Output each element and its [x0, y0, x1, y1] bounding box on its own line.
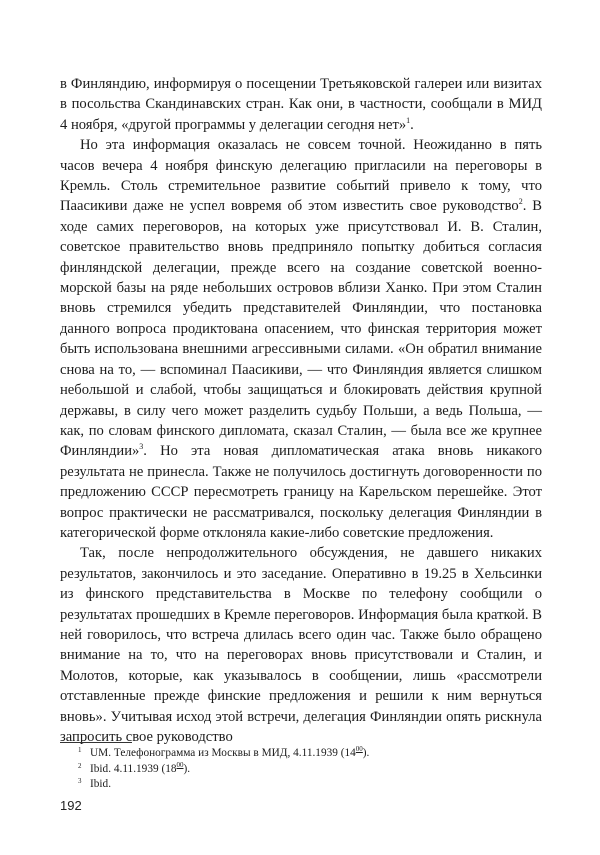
page-body — [60, 74, 542, 747]
paragraph-text-cont: . В ходе самих переговоров, на которых уже присутствовал И. В. Сталин, советское правительство вновь предприняло попытку добиться согласия финляндской делегации, прежде всего на создание советской военно-морской базы на ряде небольших островов вблизи Ханко. При этом Сталин вновь стремился убедить представителей Финляндии, что постановка данного вопроса продиктована опасением, что финская территория может быть использована внешними агрессивными силами. «Он обратил внимание снова на то, — вспоминал Паасикиви, — что Финляндия является слишком небольшой и слабой, чтобы защищаться и блокировать действия крупной державы, в силу чего может разделить судьбу Польши, а ведь Польша, — как, по словам финского дипломата, сказал Сталин, — была все же крупнее Финляндии» — [60, 198, 542, 460]
footnotes — [78, 746, 542, 793]
page-number: 192 — [60, 798, 82, 813]
footnote-text: UM. Телефонограмма из Москвы в МИД, 4.11.1939 (14 — [90, 747, 356, 759]
footnote-time-sup: 00 — [355, 745, 363, 753]
footnote-ref-2: 2 — [518, 197, 523, 207]
paragraph-text-tail: . — [410, 116, 414, 133]
paragraph-2 — [60, 135, 542, 543]
footnote-ref-3: 3 — [139, 442, 144, 452]
footnote-1: 1 UM. Телефонограмма из Москвы в МИД, 4.11.1939 $(14^{00})$. — [78, 745, 370, 759]
footnote-text-tail: ). — [183, 762, 191, 775]
paragraph-3 — [60, 543, 542, 747]
paragraph-text: Но эта информация оказалась не совсем точной. Неожиданно в пять часов вечера 4 ноября финскую делегацию пригласили на переговоры в Кремль. Столь стремительное развитие событий привело к тому, что Паасикиви даже не успел вовремя об этом известить свое руководство — [60, 137, 542, 215]
footnote-ref-1: 1 — [406, 115, 411, 125]
paragraph-1 — [60, 74, 542, 135]
paragraph-text-tail: . Но эта новая дипломатическая атака вновь никакого результата не принесла. Также не получилось достигнуть договоренности по предложению СССР пересмотреть границу на Карельском перешейке. Этот вопрос практически не рассматривался, поскольку делегация Финляндии в категорической форме отклоняла какие-либо советские предложения. — [60, 443, 542, 541]
footnote-text-tail: ). — [362, 747, 370, 759]
footnote-3: 3 Ibid. — [78, 777, 112, 791]
paragraph-text: в Финляндию, информируя о посещении Третьяковской галереи или визитах в посольства Скандинавских стран. Как они, в частности, сообщали в МИД 4 ноября, «другой программы у делегации сегодня нет» — [60, 76, 542, 133]
footnote-time-sup: 00 — [176, 760, 184, 769]
paragraph-text: Так, после непродолжительного обсуждения, не давшего никаких результатов, закончилось и это заседание. Оперативно в 19.25 в Хельсинки из финского представительства в Москве по телефону сообщили о результатах прошедших в Кремле переговоров. Информация была краткой. В ней говорилось, что встреча длилась всего один час. Также было обращено внимание на то, что на переговорах вновь присутствовали и Сталин, и Молотов, которые, как указывалось в сообщении, лишь «рассмотрели отставленные прежде финские предложения и решили к ним вернуться вновь». Учитывая исход этой встречи, делегация Финляндии опять рискнула запросить свое руководство — [60, 545, 542, 745]
footnote-divider — [60, 742, 132, 743]
footnote-text: Ibid. 4.11.1939 (18 — [90, 762, 177, 775]
footnote-text: Ibid. — [90, 778, 112, 791]
footnote-2: 2 Ibid. 4.11.1939 $(18^{00})$. — [78, 760, 191, 775]
